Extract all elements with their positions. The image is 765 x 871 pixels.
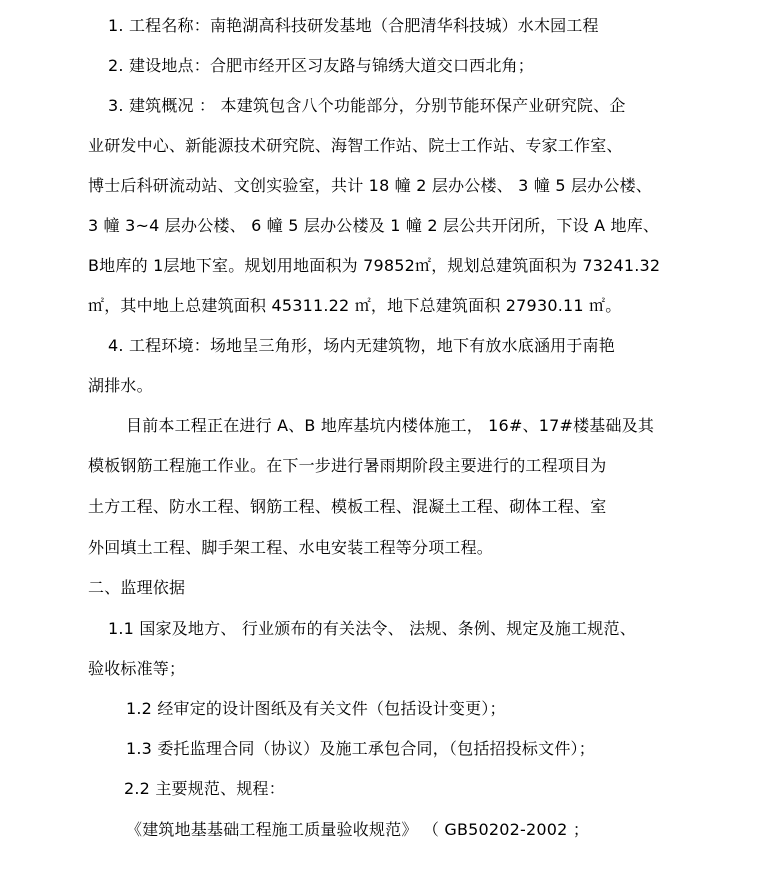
text-line-progress-cont-3: 外回填土工程、脚手架工程、水电安装工程等分项工程。 xyxy=(88,538,494,557)
text-line-environment-cont: 湖排水。 xyxy=(88,376,153,395)
text-line-basis-1-2: 1.2 经审定的设计图纸及有关文件（包括设计变更）； xyxy=(126,699,506,718)
text-line-overview-cont-3: 3 幢 3~4 层办公楼、 6 幢 5 层办公楼及 1 幢 2 层公共开闭所，下设 A 地库、 xyxy=(88,216,660,235)
text-line-basis-1-3: 1.3 委托监理合同（协议）及施工承包合同，（包括招投标文件）； xyxy=(126,739,595,758)
text-line-standard: 《建筑地基基础工程施工质量验收规范》 （ GB50202-2002 ； xyxy=(126,820,590,839)
text-line-overview-cont-4: B地库的 1层地下室。规划用地面积为 79852㎡，规划总建筑面积为 73241.32 xyxy=(88,256,661,275)
text-line-basis-1-1-cont: 验收标准等； xyxy=(88,659,186,678)
text-line-progress-cont-2: 土方工程、防水工程、钢筋工程、模板工程、混凝土工程、砌体工程、室 xyxy=(88,497,607,516)
text-line-progress: 目前本工程正在进行 A、B 地库基坑内楼体施工， 16#、17#楼基础及其 xyxy=(126,416,655,435)
text-line-location: 2. 建设地点：合肥市经开区习友路与锦绣大道交口西北角； xyxy=(108,56,534,75)
section-heading-basis: 二、监理依据 xyxy=(88,578,186,597)
text-line-overview-cont-5: ㎡，其中地上总建筑面积 45311.22 ㎡，地下总建筑面积 27930.11 ㎡。 xyxy=(88,296,622,315)
text-line-overview: 3. 建筑概况 ： 本建筑包含八个功能部分，分别节能环保产业研究院、企 xyxy=(108,96,626,115)
text-line-overview-cont-1: 业研发中心、新能源技术研究院、海智工作站、院士工作站、专家工作室、 xyxy=(88,136,623,155)
text-line-environment: 4. 工程环境：场地呈三角形，场内无建筑物，地下有放水底涵用于南艳 xyxy=(108,336,615,355)
text-line-basis-1-1: 1.1 国家及地方、 行业颁布的有关法令、 法规、条例、规定及施工规范、 xyxy=(108,619,636,638)
text-line-basis-2-2: 2.2 主要规范、规程： xyxy=(124,779,285,798)
text-line-overview-cont-2: 博士后科研流动站、文创实验室，共计 18 幢 2 层办公楼、 3 幢 5 层办公楼、 xyxy=(88,176,652,195)
text-line-project-name: 1. 工程名称：南艳湖高科技研发基地（合肥清华科技城）水木园工程 xyxy=(108,16,599,35)
text-line-progress-cont-1: 模板钢筋工程施工作业。在下一步进行暑雨期阶段主要进行的工程项目为 xyxy=(88,456,607,475)
